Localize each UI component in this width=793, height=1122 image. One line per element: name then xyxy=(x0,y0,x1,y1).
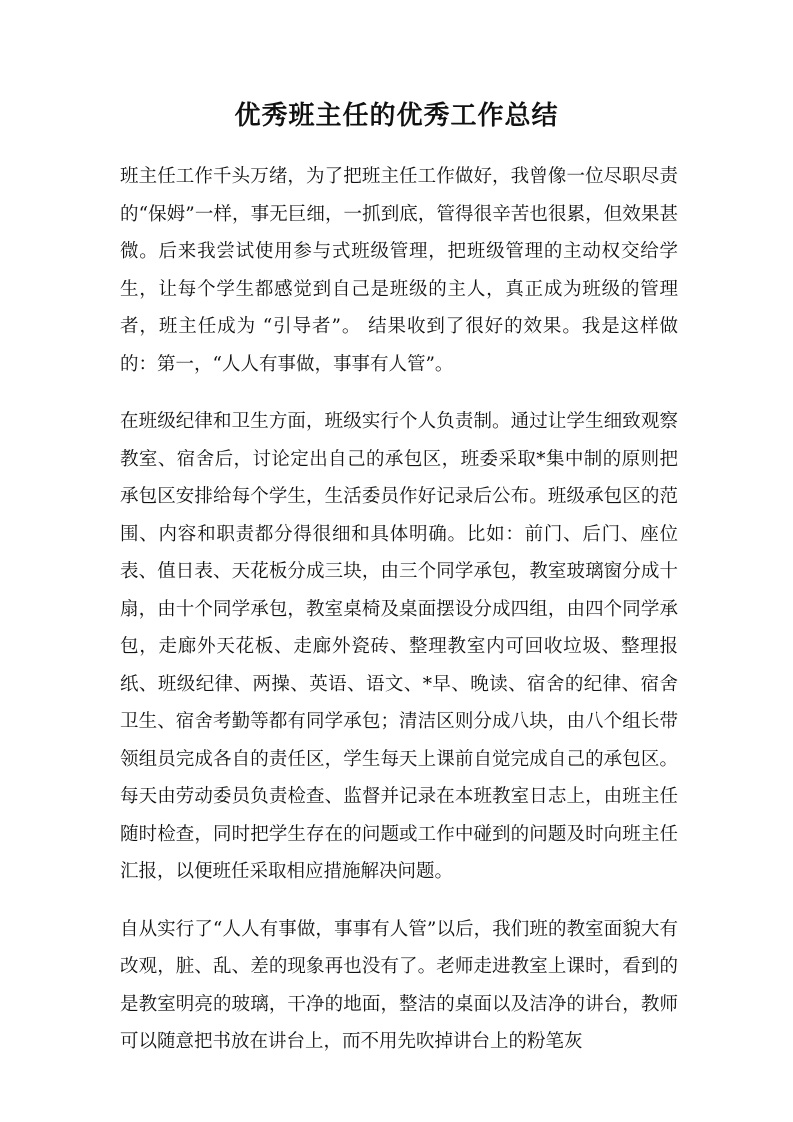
paragraph-2: 在班级纪律和卫生方面，班级实行个人负责制。通过让学生细致观察教室、宿舍后，讨论定出自己的承包区，班委采取*集中制的原则把承包区安排给每个学生，生活委员作好记录后公布。班级承包区的范围、内容和职责都分得很细和具体明确。比如：前门、后门、座位表、值日表、天花板分成三块，由三个同学承包，教室玻璃窗分成十扇，由十个同学承包，教室桌椅及桌面摆设分成四组，由四个同学承包，走廊外天花板、走廊外瓷砖、整理教室内可回收垃圾、整理报纸、班级纪律、两操、英语、语文、*早、晚读、宿舍的纪律、宿舍卫生、宿舍考勤等都有同学承包；清洁区则分成八块，由八个组长带领组员完成各自的责任区，学生每天上课前自觉完成自己的承包区。每天由劳动委员负责检查、监督并记录在本班教室日志上，由班主任随时检查，同时把学生存在的问题或工作中碰到的问题及时向班主任汇报，以便班任采取相应措施解决问题。 xyxy=(120,411,678,882)
document-title: 优秀班主任的优秀工作总结 xyxy=(234,101,559,131)
paragraph-1: 班主任工作千头万绪，为了把班主任工作做好，我曾像一位尽职尽责的“保姆”一样，事无巨细，一抓到底，管得很辛苦也很累，但效果甚微。后来我尝试使用参与式班级管理，把班级管理的主动权交给学生，让每个学生都感觉到自己是班级的主人，真正成为班级的管理者，班主任成为 “引导者”。 结果收到了很好的效果。我是这样做的：第一，“人人有事做，事事有人管”。 xyxy=(120,166,678,375)
paragraph-3: 自从实行了“人人有事做，事事有人管”以后，我们班的教室面貌大有改观，脏、乱、差的现象再也没有了。老师走进教室上课时，看到的是教室明亮的玻璃，干净的地面，整洁的桌面以及洁净的讲台，教师可以随意把书放在讲台上，而不用先吹掉讲台上的粉笔灰 xyxy=(120,918,678,1052)
document-body xyxy=(120,158,678,1081)
